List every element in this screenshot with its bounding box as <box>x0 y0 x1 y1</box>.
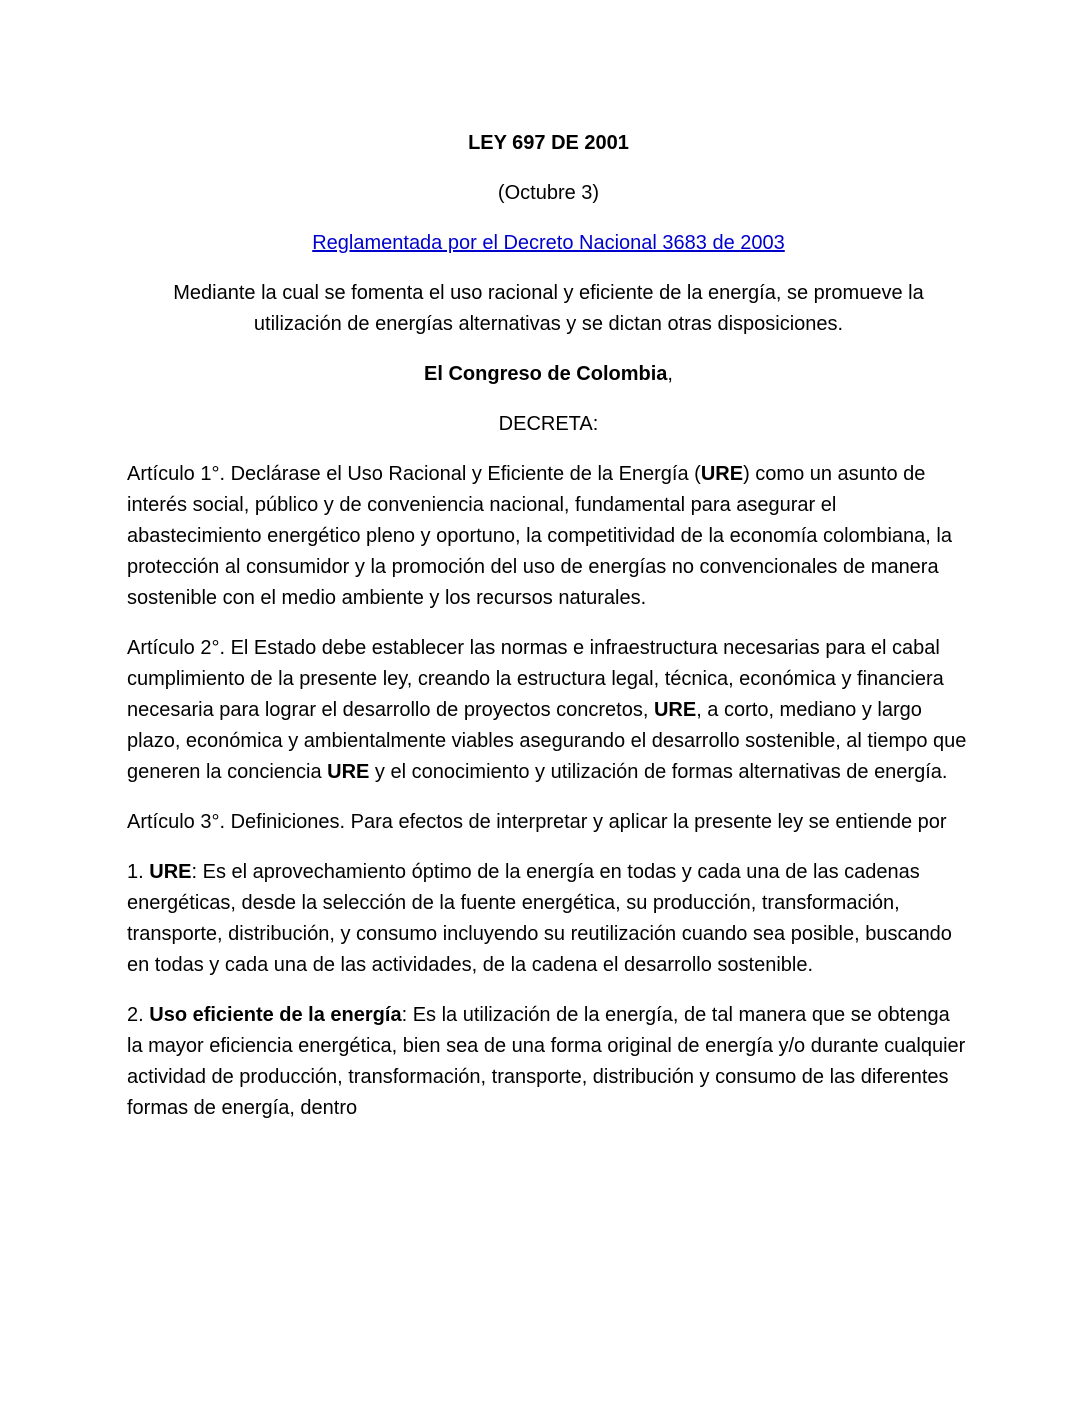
article-2-rest: y el conocimiento y utilización de formas alternativas de energía. <box>369 761 948 783</box>
definition-2-paragraph <box>127 1000 970 1124</box>
document-title: LEY 697 DE 2001 <box>468 132 629 154</box>
article-2-lead: Artículo 2°. El Estado debe establecer las normas e infraestructura necesarias para el cabal cumplimiento de la presente ley, creando la estructura legal, técnica, económica y financiera necesaria para lograr el desarrollo de proyectos concretos, <box>127 637 944 721</box>
congress-suffix: , <box>667 363 673 385</box>
article-1-paragraph <box>127 459 970 614</box>
decree-line: DECRETA: <box>498 413 599 435</box>
definition-2-number: 2. <box>127 1004 150 1026</box>
article-2-middle: , a corto, mediano y largo plazo, económica y ambientalmente viables asegurando el desarrollo sostenible, al tiempo que generen la conciencia <box>127 699 967 783</box>
article-1-rest: ) como un asunto de interés social, público y de conveniencia nacional, fundamental para asegurar el abastecimiento energético pleno y oportuno, la competitividad de la economía colombiana, la protección al consumidor y la promoción del uso de energías no convencionales de manera sostenible con el medio ambiente y los recursos naturales. <box>127 463 952 609</box>
congress-name: El Congreso de Colombia <box>424 363 668 385</box>
definition-1-term: URE <box>149 861 192 883</box>
definition-1-paragraph <box>127 857 970 981</box>
article-1-lead: Artículo 1°. Declárase el Uso Racional y Eficiente de la Energía ( <box>127 463 701 485</box>
definition-2-text: : Es la utilización de la energía, de tal manera que se obtenga la mayor eficiencia energética, bien sea de una forma original de energía y/o durante cualquier actividad de producción, transformación, transporte, distribución y consumo de las diferentes formas de energía, dentro <box>127 1004 966 1119</box>
summary-paragraph: Mediante la cual se fomenta el uso racional y eficiente de la energía, se promueve la utilización de energías alternativas y se dictan otras disposiciones. <box>173 282 924 335</box>
regulation-line <box>127 228 970 259</box>
article-1-ure-acronym: URE <box>700 463 744 485</box>
article-2-ure-acronym-2: URE <box>327 761 370 783</box>
definition-1-text: : Es el aprovechamiento óptimo de la energía en todas y cada una de las cadenas energéticas, desde la selección de la fuente energética, su producción, transformación, transporte, distribución, y consumo incluyendo su reutilización cuando sea posible, buscando en todas y cada una de las actividades, de la cadena el desarrollo sostenible. <box>127 861 952 976</box>
article-2-ure-acronym-1: URE <box>653 699 697 721</box>
article-2-paragraph <box>127 633 970 788</box>
date-line: (Octubre 3) <box>497 182 600 204</box>
definition-1-number: 1. <box>127 861 150 883</box>
definition-2-term: Uso eficiente de la energía <box>149 1004 402 1026</box>
regulation-decree-link[interactable]: Reglamentada por el Decreto Nacional 3683 de 2003 <box>312 232 785 254</box>
congress-line <box>127 359 970 390</box>
article-3-paragraph: Artículo 3°. Definiciones. Para efectos de interpretar y aplicar la presente ley se entiende por <box>127 811 947 833</box>
